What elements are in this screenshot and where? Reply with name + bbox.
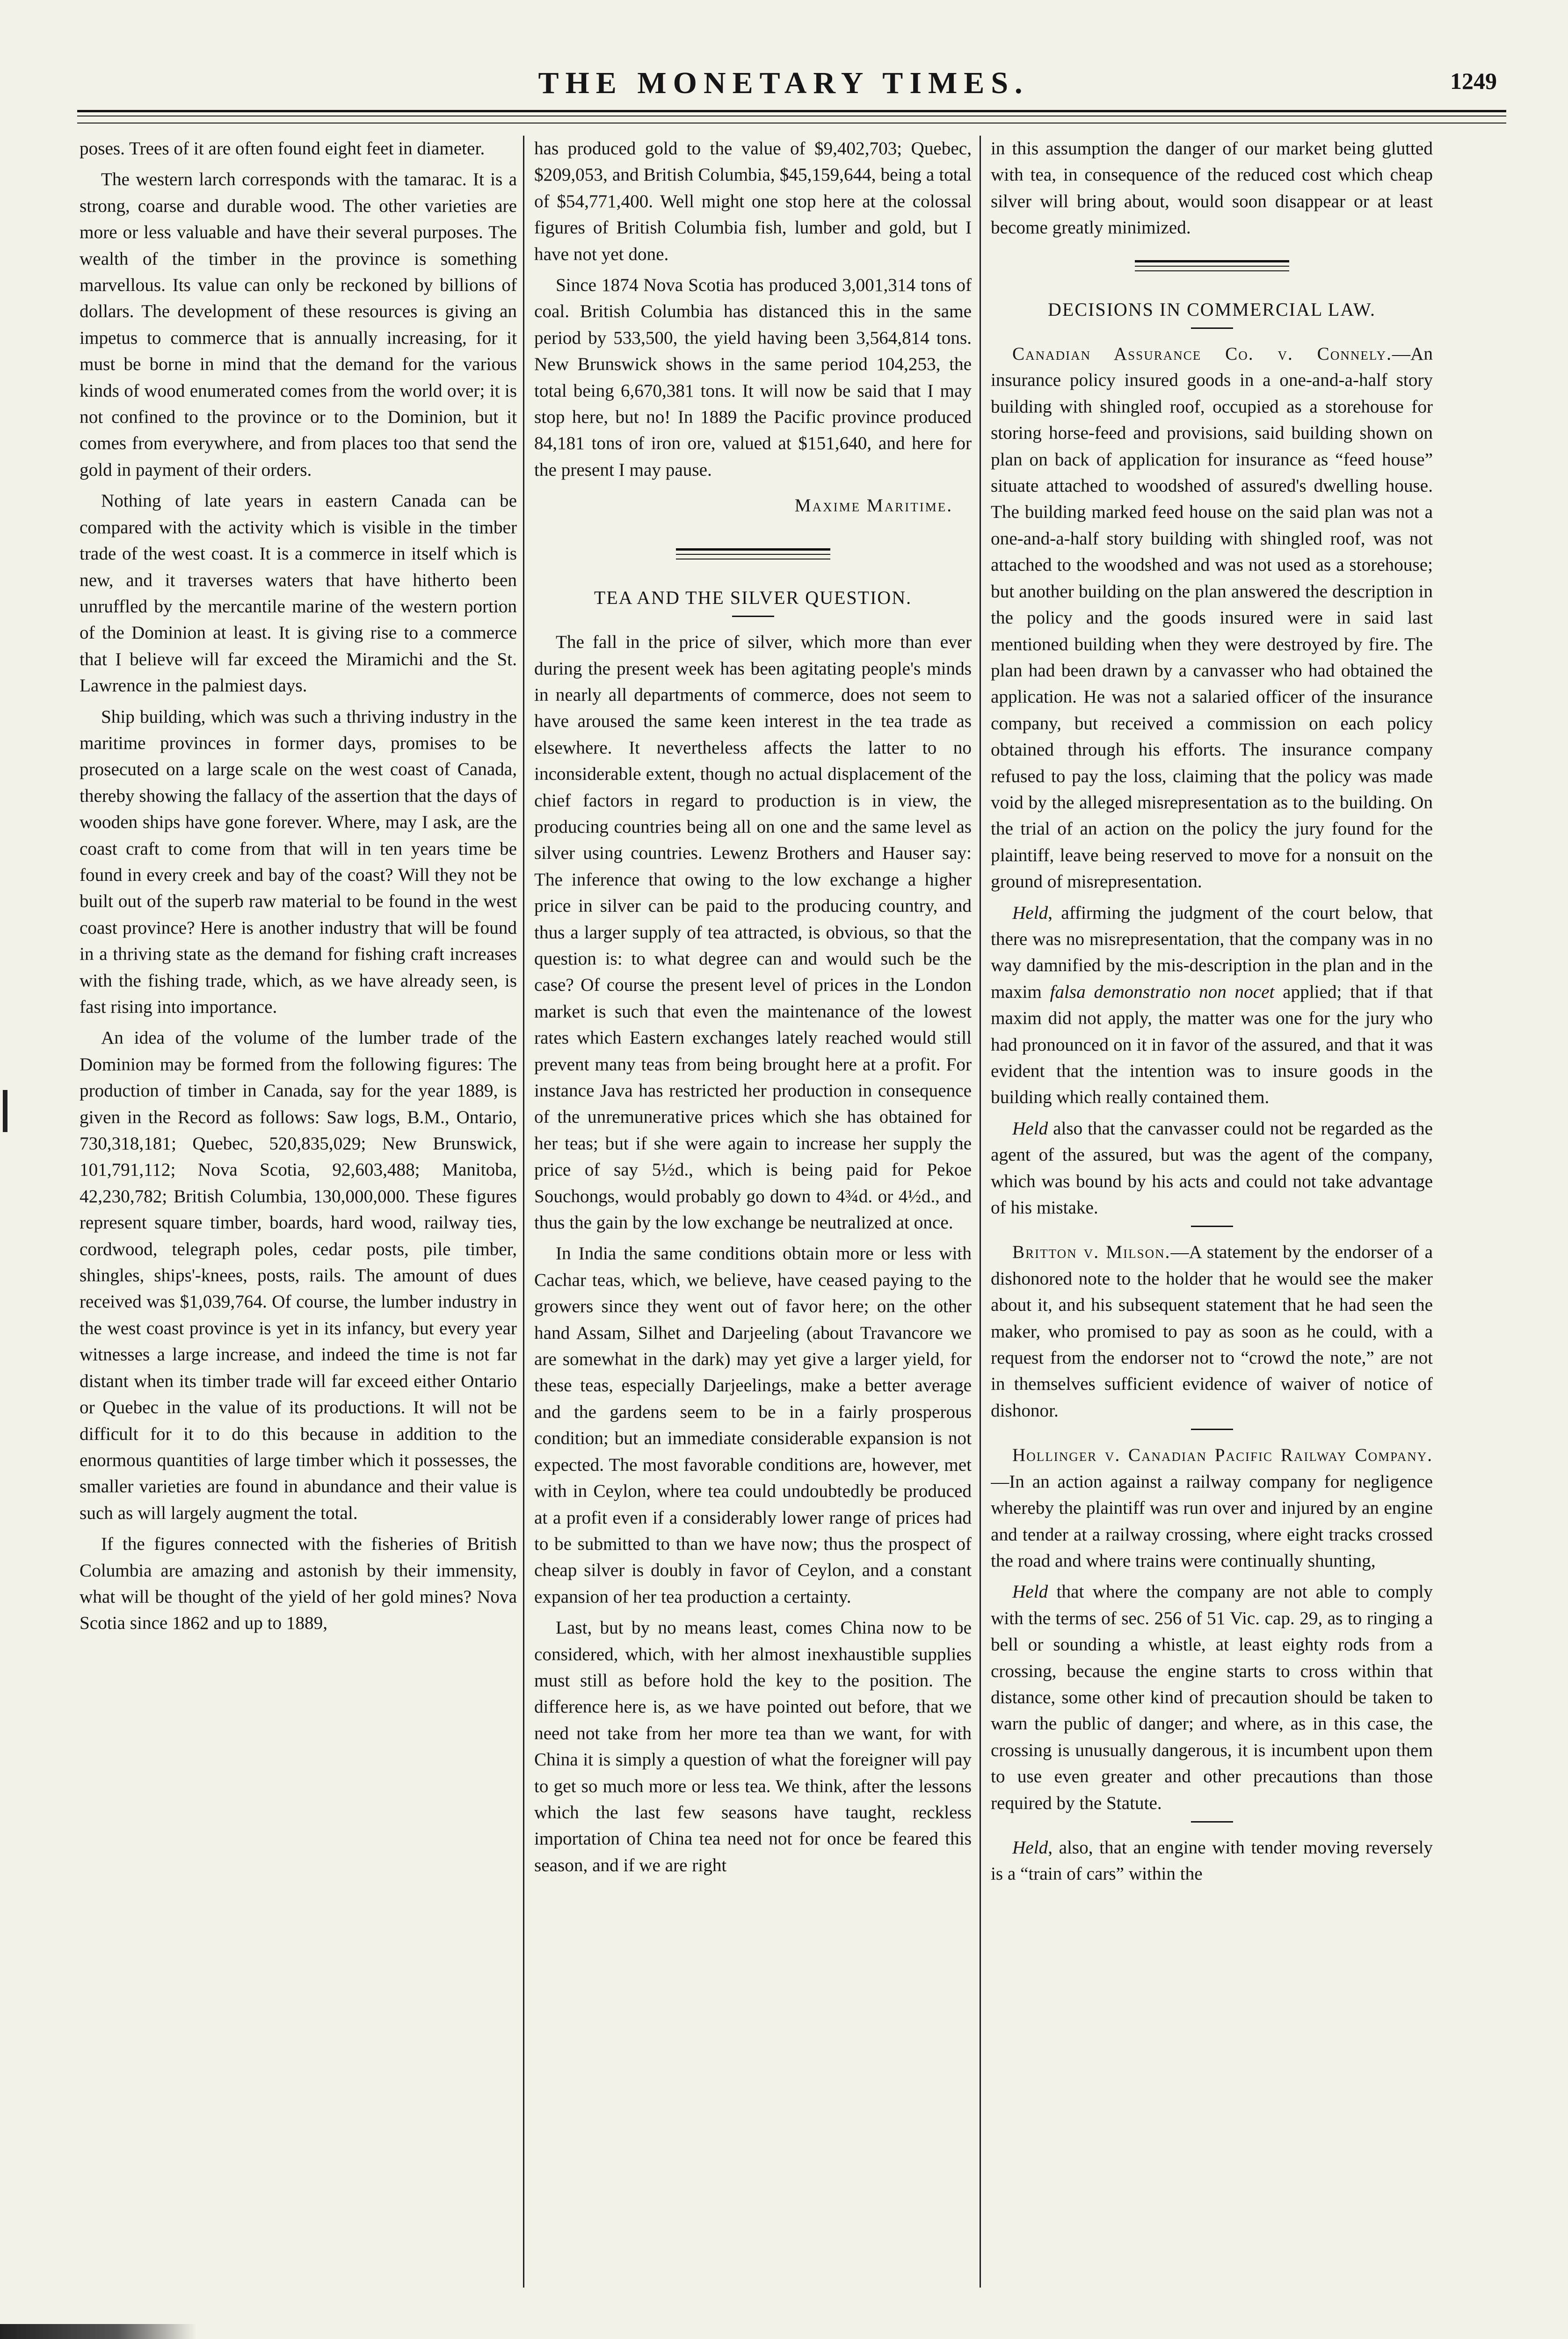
article-heading: TEA AND THE SILVER QUESTION. (594, 587, 912, 608)
paragraph: poses. Trees of it are often found eight feet in diameter. (80, 138, 485, 159)
paragraph: has produced gold to the value of $9,402,703; Quebec, $209,053, and British Columbia, $45,159,644, being a total of $54,771,400. Well might one stop here at the colossal figures of British Columbia fish, lumber and gold, but I have not yet done. (534, 138, 972, 264)
header-rule-thick (77, 110, 1506, 112)
page-number: 1249 (1450, 68, 1497, 94)
paragraph: in this assumption the danger of our market being glutted with tea, in consequence of the reduced cost which cheap silver will bring about, would soon disappear or at least become greatly minimized. (991, 138, 1433, 238)
case-paragraph: Britton v. Milson.—A statement by the endorser of a dishonored note to the holder that he would see the maker about it, and his subsequent statement that he had seen the maker, who promised to pay as soon as he could, with a request from the endorser not to “crowd the note,” are not in themselves sufficient evidence of waiver of notice of dishonor. (991, 1242, 1433, 1421)
scan-edge-mark (3, 1090, 7, 1132)
held-paragraph: Held, also, that an engine with tender moving reversely is a “train of cars” within the (991, 1837, 1433, 1884)
section-divider (991, 250, 1433, 283)
column-divider (523, 136, 524, 2288)
held-label: Held (1012, 1837, 1048, 1858)
held-label: Held (1012, 902, 1048, 923)
paragraph: Last, but by no means least, comes China now to be considered, which, with her almost inexhaustible supplies must still as before hold the key to the position. The difference here is, as we have pointed out before, that we need not take from her more tea than we want, for with China it is simply a question of what the foreigner will pay to get so much more or less tea. We think, after the lessons which the last few seasons have taught, reckless importation of China tea need not for once be feared this season, and if we are right (534, 1618, 972, 1875)
article-heading: DECISIONS IN COMMERCIAL LAW. (1048, 298, 1376, 320)
paragraph: Nothing of late years in eastern Canada can be compared with the activity which is visible in the timber trade of the west coast. It is a commerce in itself which is new, and it traverses waters that have hitherto been unruffled by the mercantile marine of the western portion of the Dominion at least. It is giving rise to a commerce that I believe will far exceed the Miramichi and the St. Lawrence in the palmiest days. (80, 491, 517, 696)
case-separator (1191, 1429, 1233, 1430)
column-divider (980, 136, 981, 2288)
held-paragraph: Held also that the canvasser could not be regarded as the agent of the assured, but was the agent of the company, which was bound by his acts and could not take advantage of his mistake. (991, 1118, 1433, 1218)
heading-rule (1191, 327, 1233, 329)
paragraph: In India the same conditions obtain more or less with Cachar teas, which, we believe, have ceased paying to the growers since they went out of favor here; on the other hand Assam, Silhet and Darjeeling (about Travancore we are somewhat in the dark) may yet give a larger yield, for these teas, especially Darjeelings, make a better average and the gardens seem to be in a fairly prosperous condition; but an immediate considerable expansion is not expected. The most favorable conditions are, however, met with in Ceylon, where tea could undoubtedly be produced at a profit even if a considerably lower range of prices had to be submitted to than we have now; thus the prospect of cheap silver is doubly in favor of Ceylon, and a constant expansion of her tea production a certainty. (534, 1243, 972, 1607)
author-signature: Maxime Maritime. (794, 495, 953, 516)
heading-rule (732, 616, 774, 617)
case-name: Hollinger v. Canadian Pacific Railway Company. (1012, 1445, 1433, 1466)
page-header (70, 65, 1497, 103)
paragraph: The fall in the price of silver, which more than ever during the present week has been agitating people's minds in nearly all departments of commerce, does not seem to have aroused the same keen interest in the tea trade as elsewhere. It nevertheless affects the latter to no inconsiderable extent, though no actual displacement of the chief factors in regard to production is in view, the producing countries being all on one and the same level as silver using countries. Lewenz Brothers and Hauser say: The inference that owing to the low exchange a higher price in silver can be paid to the producing country, and thus a larger supply of tea attracted, is obvious, so that the question is: to what degree can and would such be the case? Of course the present level of prices in the London market is such that even the maintenance of the lowest rates which Eastern exchanges lately reached would still prevent many teas from being brought here at a profit. For instance Java has restricted her production in consequence of the unremunerative prices which she has obtained for her teas; but if she were again to increase her supply the price of say 5½d., which is being paid for Pekoe Souchongs, would probably go down to 4¾d. or 4½d., and thus the gain by the low exchange be neutralized at once. (534, 632, 972, 1233)
paragraph: Since 1874 Nova Scotia has produced 3,001,314 tons of coal. British Columbia has distanced this in the same period by 533,500, the yield having been 3,564,814 tons. New Brunswick shows in the same period 104,253, the total being 6,670,381 tons. It will now be said that I may stop here, but no! In 1889 the Pacific province produced 84,181 tons of iron ore, valued at $151,640, and here for the present I may pause. (534, 275, 972, 480)
scan-binding-shadow (0, 2324, 196, 2339)
column-1 (80, 136, 517, 2334)
section-divider (534, 538, 972, 571)
case-name: Britton v. Milson. (1012, 1242, 1171, 1263)
column-3 (991, 136, 1433, 2334)
case-paragraph: Canadian Assurance Co. v. Connely.—An insurance policy insured goods in a one-and-a-half story building with shingled roof, occupied as a storehouse for storing horse-feed and provisions, said building shown on plan on back of application for insurance as “feed house” situate attached to woodshed of assured's dwelling house. The building marked feed house on the said plan was not a one-and-a-half story building with shingled roof, was not attached to the woodshed and was not used as a storehouse; but another building on the plan answered the description in the policy and the goods insured were in said last mentioned building when they were destroyed by fire. The plan had been drawn by a canvasser who had obtained the application. He was not a salaried officer of the insurance company, but received a commission on each policy obtained through his efforts. The insurance company refused to pay the loss, claiming that the policy was made void by the alleged misrepresentation as to the building. On the trial of an action on the policy the jury found for the plaintiff, leave being reserved to move for a nonsuit on the ground of misrepresentation. (991, 344, 1433, 892)
paragraph: If the figures connected with the fisheries of British Columbia are amazing and astonish by their immensity, what will be thought of the yield of her gold mines? Nova Scotia since 1862 and up to 1889, (80, 1534, 517, 1634)
held-label: Held (1012, 1582, 1048, 1602)
legal-maxim: falsa demonstratio non nocet (1050, 981, 1275, 1002)
case-paragraph: Hollinger v. Canadian Pacific Railway Company.—In an action against a railway company for negligence whereby the plaintiff was run over and injured by an engine and tender at a railway crossing, where eight tracks crossed the road and where trains were continually shunting, (991, 1445, 1433, 1571)
held-paragraph: Held, affirming the judgment of the court below, that there was no misrepresentation, that the company was in no way damnified by the mis-description in the plan and in the maxim falsa demonstratio non nocet applied; that if that maxim did not apply, the matter was one for the jury who had pronounced on it in favor of the assured, and that it was evident that the intention was to insure goods in the building which really contained them. (991, 902, 1433, 1108)
held-label: Held (1012, 1118, 1048, 1139)
paragraph: The western larch corresponds with the tamarac. It is a strong, coarse and durable wood. The other varieties are more or less valuable and have their several purposes. The wealth of the timber in the province is something marvellous. Its value can only be reckoned by billions of dollars. The development of these resources is giving an impetus to commerce that is annually increasing, for it must be borne in mind that the demand for the various kinds of wood enumerated comes from the world over; it is not confined to the province or to the Dominion, but it comes from everywhere, and from places too that send the gold in payment of their orders. (80, 169, 517, 480)
case-separator (1191, 1226, 1233, 1227)
case-name: Canadian Assurance Co. v. Connely. (1012, 344, 1392, 364)
case-separator (1191, 1821, 1233, 1823)
publication-title: THE MONETARY TIMES. (538, 66, 1029, 100)
paragraph: An idea of the volume of the lumber trade of the Dominion may be formed from the following figures: The production of timber in Canada, say for the year 1889, is given in the Record as follows: Saw logs, B.M., Ontario, 730,318,181; Quebec, 520,835,029; New Brunswick, 101,791,112; Nova Scotia, 92,603,488; Manitoba, 42,230,782; British Columbia, 130,000,000. These figures represent square timber, boards, hard wood, railway ties, cordwood, telegraph poles, cedar posts, pile timber, shingles, ships'-knees, posts, rails. The amount of dues received was $1,039,764. Of course, the lumber industry in the west coast province is yet in its infancy, but every year witnesses a large increase, and indeed the time is not far distant when its timber trade will far exceed either Ontario or Quebec in the value of its productions. It will not be difficult for it to do this because in addition to the enormous quantities of large timber which it possesses, the smaller varieties are found in abundance and their value is such as will largely augment the total. (80, 1028, 517, 1523)
held-paragraph: Held that where the company are not able to comply with the terms of sec. 256 of 51 Vic. cap. 29, as to ringing a bell or sounding a whistle, at least eighty rods from a crossing, because the engine starts to cross within that distance, some other kind of precaution should be taken to warn the public of danger; and where, as in this case, the crossing is unusually dangerous, it is incumbent upon them to use even greater and other precautions than those required by the Statute. (991, 1582, 1433, 1813)
paragraph: Ship building, which was such a thriving industry in the maritime provinces in former days, promises to be prosecuted on a large scale on the west coast of Canada, thereby showing the fallacy of the assertion that the days of wooden ships have gone forever. Where, may I ask, are the coast craft to come from that will in ten years time be found in every creek and bay of the coast? Will they not be built out of the superb raw material to be found in the west coast province? Here is another industry that will be found in a thriving state as the demand for fishing craft increases with the fishing trade, which, as we have already seen, is fast rising into importance. (80, 706, 517, 1017)
column-2 (534, 136, 972, 2334)
